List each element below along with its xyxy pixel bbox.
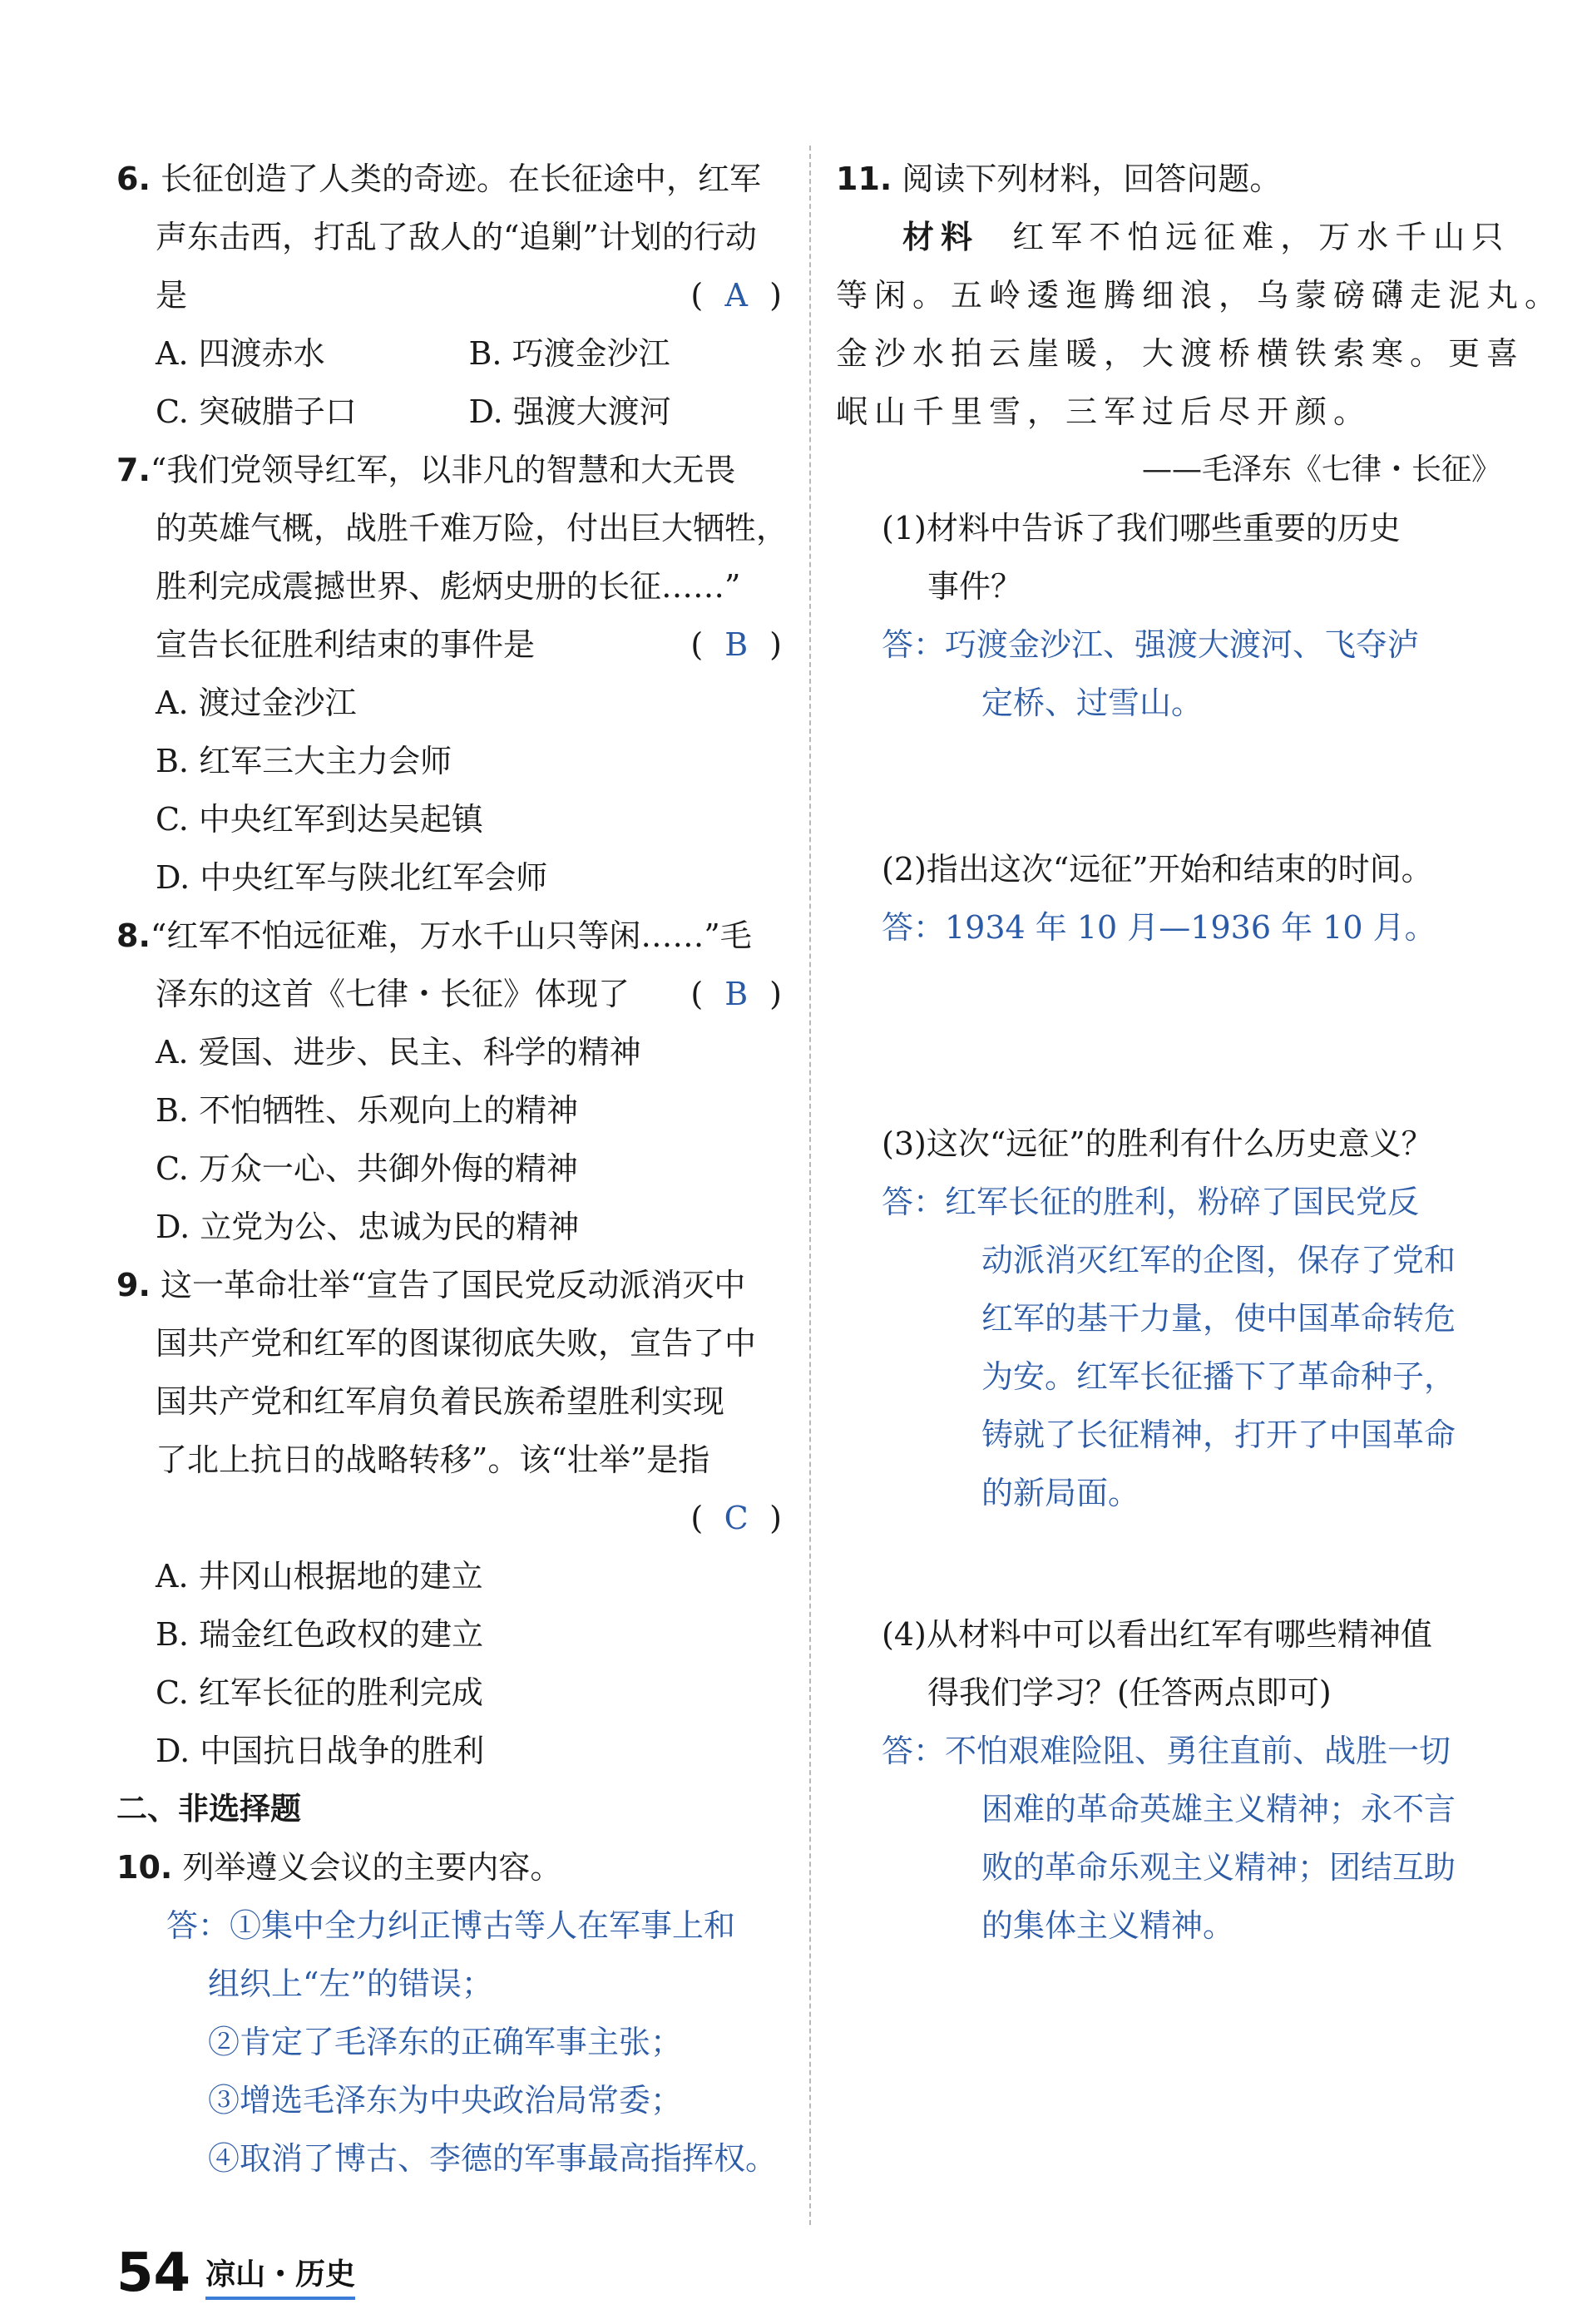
question-text: 列举遵义会议的主要内容。 [182,1849,562,1886]
right-column [836,150,1564,1955]
answer-choice: B [724,626,749,663]
material-text: 红军不怕远征难，万水千山只 [1012,219,1510,255]
answer-text: 答：红军长征的胜利，粉碎了国民党反 [882,1184,1420,1220]
question-text: 是 [156,277,188,314]
material-text: 金沙水拍云崖暖，大渡桥横铁索寒。更喜 [836,335,1525,372]
option-c: C. 万众一心、共御外侮的精神 [156,1150,578,1187]
material-text: 岷山千里雪，三军过后尽开颜。 [836,393,1372,430]
answer-space [836,1522,1501,1605]
sub-question-2 [836,840,1501,957]
answer-choice: A [724,277,748,314]
answer-bracket: ( B ) [690,616,782,674]
answer-choice: B [724,976,749,1012]
option-c: C. 中央红军到达吴起镇 [156,801,483,838]
answer-bracket: ( B ) [690,965,782,1023]
sub-question-text: (2)指出这次“远征”开始和结束的时间。 [882,851,1433,888]
answer-text: 红军的基干力量，使中国革命转危 [981,1300,1456,1337]
sub-question-1 [836,499,1501,732]
option-b: B. 红军三大主力会师 [156,743,452,779]
answer-space [836,732,1501,840]
question-text: 阅读下列材料，回答问题。 [902,161,1282,197]
answer-text: 定桥、过雪山。 [981,685,1204,721]
question-number: 6. [116,161,151,197]
question-8 [116,907,782,1256]
option-d: D. 立党为公、忠诚为民的精神 [156,1209,580,1245]
sub-question-text: (4)从材料中可以看出红军有哪些精神值 [882,1616,1432,1653]
sub-question-text: 事件？ [927,568,1023,605]
option-b: B. 瑞金红色政权的建立 [156,1616,484,1653]
answer-text: 败的革命乐观主义精神；团结互助 [981,1849,1456,1886]
answer-text: 动派消灭红军的企图，保存了党和 [981,1242,1456,1278]
question-text: “红军不怕远征难，万水千山只等闲……”毛 [150,917,752,954]
answer-text: 的集体主义精神。 [981,1907,1235,1944]
answer-text: 组织上“左”的错误； [208,1966,493,2002]
option-d: D. 中国抗日战争的胜利 [156,1733,485,1769]
question-number: 11. [836,161,892,197]
option-d: D. 强渡大渡河 [468,393,671,430]
question-number: 7. [116,452,151,488]
material-label: 材料 [902,219,980,255]
question-text: 了北上抗日的战略转移”。该“壮举”是指 [156,1441,710,1478]
option-a: A. 四渡赤水 [156,335,325,372]
answer-text: 答：①集中全力纠正博古等人在军事上和 [166,1907,736,1944]
question-number: 9. [116,1267,151,1303]
answer-bracket: ( C ) [690,1489,782,1547]
answer-text: 的新局面。 [981,1475,1140,1511]
answer-text: ④取消了博古、李德的军事最高指挥权。 [208,2140,778,2177]
question-text: 宣告长征胜利结束的事件是 [156,626,536,663]
answer-text: ②肯定了毛泽东的正确军事主张； [208,2024,683,2060]
answer-text: ③增选毛泽东为中央政治局常委； [208,2082,683,2119]
question-number: 8. [116,917,151,954]
answer-bracket: ( A ) [690,266,782,324]
sub-question-text: 得我们学习？(任答两点即可) [927,1674,1332,1711]
answer-text: 答：1934 年 10 月—1936 年 10 月。 [882,909,1436,946]
option-d: D. 中央红军与陕北红军会师 [156,859,548,896]
question-text: 的英雄气概，战胜千难万险，付出巨大牺牲， [156,510,788,546]
question-9 [116,1256,782,1780]
sub-question-3 [836,1115,1501,1522]
option-b: B. 巧渡金沙江 [468,335,670,372]
section-heading: 二、非选择题 [116,1791,301,1827]
material-block [836,208,1564,499]
left-column [116,150,788,2188]
question-text: “我们党领导红军，以非凡的智慧和大无畏 [150,452,736,488]
option-b: B. 不怕牺牲、乐观向上的精神 [156,1092,579,1129]
page-footer [116,2233,356,2304]
column-divider [809,146,811,2225]
question-6 [116,150,782,441]
option-a: A. 渡过金沙江 [156,685,357,721]
sub-question-text: (3)这次“远征”的胜利有什么历史意义？ [882,1125,1433,1162]
material-source: ——毛泽东《七律・长征》 [1141,452,1501,487]
answer-text: 铸就了长征精神，打开了中国革命 [981,1417,1456,1453]
question-number: 10. [116,1849,173,1886]
question-10 [116,1838,782,2188]
answer-space [836,957,1501,1081]
sub-question-text: (1)材料中告诉了我们哪些重要的历史 [882,510,1401,546]
answer-choice: C [724,1500,749,1536]
sub-question-4 [836,1605,1501,1955]
question-text: 这一革命壮举“宣告了国民党反动派消灭中 [160,1267,746,1303]
question-11 [836,150,1564,1955]
answer-space [836,1081,1501,1115]
option-a: A. 井冈山根据地的建立 [156,1558,483,1595]
option-a: A. 爱国、进步、民主、科学的精神 [156,1034,641,1071]
page-number: 54 [116,2242,191,2304]
option-c: C. 红军长征的胜利完成 [156,1674,483,1711]
question-7 [116,441,788,907]
question-text: 国共产党和红军肩负着民族希望胜利实现 [156,1383,725,1420]
question-text: 长征创造了人类的奇迹。在长征途中，红军 [160,161,761,197]
question-text: 声东击西，打乱了敌人的“追剿”计划的行动 [156,219,757,255]
question-text: 胜利完成震撼世界、彪炳史册的长征……” [156,568,741,605]
material-text: 等闲。五岭逶迤腾细浪，乌蒙磅礴走泥丸。 [836,277,1564,314]
question-text: 国共产党和红军的图谋彻底失败，宣告了中 [156,1325,757,1362]
answer-text: 困难的革命英雄主义精神；永不言 [981,1791,1456,1827]
book-name: 凉山・历史 [205,2251,355,2300]
option-c: C. 突破腊子口 [156,393,357,430]
answer-text: 答：巧渡金沙江、强渡大渡河、飞夺泸 [882,626,1420,663]
question-text: 泽东的这首《七律・长征》体现了 [156,976,630,1012]
answer-text: 为安。红军长征播下了革命种子， [981,1358,1456,1395]
answer-text: 答：不怕艰难险阻、勇往直前、战胜一切 [882,1733,1451,1769]
